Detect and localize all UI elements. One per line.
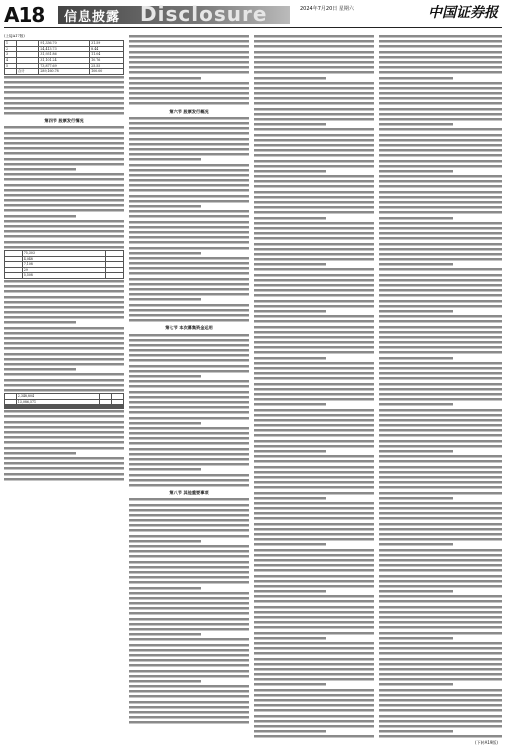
table-cell: 91,336.70 xyxy=(39,41,90,47)
shareholder-table xyxy=(4,250,124,279)
table-row xyxy=(5,69,124,75)
table-cell: 1 xyxy=(5,41,17,47)
table-cell: 10.76 xyxy=(90,57,124,63)
text-line xyxy=(379,734,502,739)
table-cell: 合计 xyxy=(17,69,39,75)
table-cell xyxy=(106,273,124,279)
article-body xyxy=(379,34,502,740)
table-cell: 31.59 xyxy=(90,41,124,47)
table-cell: 25.55 xyxy=(90,63,124,69)
article-body xyxy=(129,497,249,725)
column-1 xyxy=(4,34,124,482)
continued-from: (上接A17版) xyxy=(4,34,25,38)
text-line xyxy=(254,734,374,739)
table-cell: 11.04 xyxy=(90,52,124,58)
table-cell: 2 xyxy=(5,46,17,52)
article-body xyxy=(4,125,124,250)
table-cell: 31,101.24 xyxy=(39,57,90,63)
table-cell: 2,348,804 xyxy=(16,394,100,400)
financial-table xyxy=(4,393,124,409)
article-body xyxy=(129,116,249,324)
text-line xyxy=(4,111,124,116)
text-line xyxy=(129,483,249,488)
table-row xyxy=(5,273,124,279)
section-title-en: Disclosure xyxy=(140,2,268,26)
continued-to: (下转A19版) xyxy=(475,740,498,745)
table-cell: 5 xyxy=(5,63,17,69)
column-2 xyxy=(129,34,249,726)
table-cell: 75,303 xyxy=(22,250,106,256)
text-line xyxy=(4,477,124,482)
issue-date: 2024年7月20日 星期六 xyxy=(300,6,354,12)
header-rule xyxy=(4,27,502,28)
table-cell: 13,086,571 xyxy=(16,399,100,405)
table-cell: 29 xyxy=(22,267,106,273)
section-heading: 第七节 本次募集资金运用 xyxy=(165,325,213,331)
newspaper-logo: 中国证券报 xyxy=(428,5,498,21)
text-line xyxy=(129,318,249,323)
article-body xyxy=(129,34,249,107)
table-cell: 4 xyxy=(5,57,17,63)
article-body xyxy=(4,409,124,482)
article-body xyxy=(4,75,124,117)
fund-usage-table xyxy=(4,40,124,75)
article-body xyxy=(4,279,124,393)
table-cell: 73,877.69 xyxy=(39,63,90,69)
table-cell: 100.00 xyxy=(90,69,124,75)
text-line xyxy=(129,101,249,106)
article-body xyxy=(254,34,374,740)
column-3 xyxy=(254,34,374,740)
section-heading: 第六节 股票发行概况 xyxy=(169,108,209,114)
text-line xyxy=(129,720,249,725)
section-heading: 第四节 股票发行情况 xyxy=(44,118,84,124)
table-cell xyxy=(5,69,17,75)
section-heading: 第八节 其他重要事项 xyxy=(169,490,209,496)
table-cell: 289,160.78 xyxy=(39,69,90,75)
table-cell: 24,413.73 xyxy=(39,46,90,52)
table-cell: 3 xyxy=(5,52,17,58)
masthead xyxy=(0,0,506,28)
article-body xyxy=(129,333,249,489)
column-4 xyxy=(379,34,502,740)
table-cell: 31,931.86 xyxy=(39,52,90,58)
section-title-cn: 信息披露 xyxy=(64,10,121,25)
table-cell xyxy=(5,273,23,279)
table-cell: 8.44 xyxy=(90,46,124,52)
table-cell: 7,108 xyxy=(22,262,106,268)
table-cell: 5,508 xyxy=(22,273,106,279)
page-number: A18 xyxy=(4,3,45,27)
table-cell: 4,048 xyxy=(22,256,106,262)
